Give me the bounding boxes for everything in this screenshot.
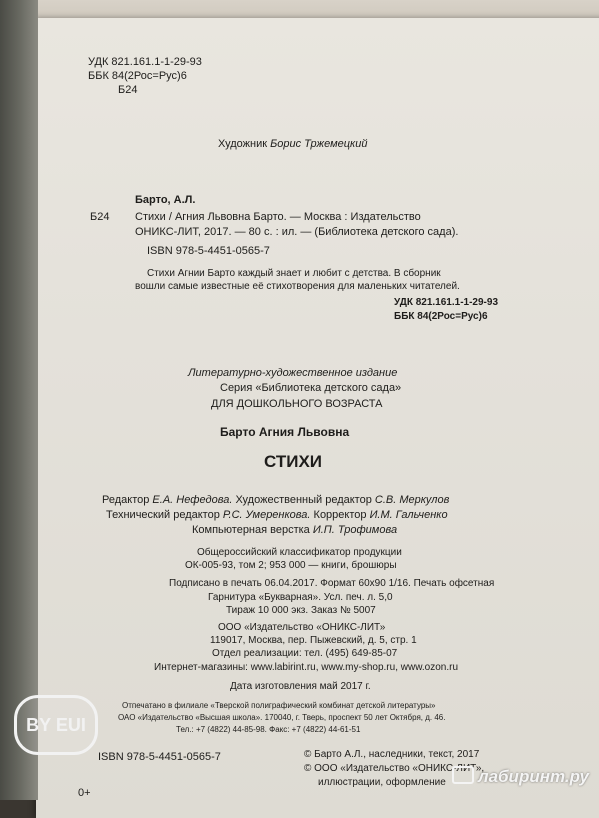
book-icon [452, 766, 474, 784]
print-run: Тираж 10 000 экз. Заказ № 5007 [226, 605, 376, 616]
card-bbk: ББК 84(2Рос=Рус)6 [394, 311, 488, 322]
watermark-badge [14, 695, 98, 755]
print-printed1: Отпечатано в филиале «Тверской полиграфический комбинат детской литературы» [122, 701, 436, 710]
print-made: Дата изготовления май 2017 г. [230, 681, 371, 692]
corrector-label: Корректор [313, 509, 367, 521]
credits-line2 [106, 509, 448, 522]
print-classifier1: Общероссийский классификатор продукции [197, 547, 402, 558]
print-font: Гарнитура «Букварная». Усл. печ. л. 5,0 [208, 592, 393, 603]
card-line2: ОНИКС-ЛИТ, 2017. — 80 с. : ил. — (Библиотека детского сада). [135, 226, 459, 238]
credits-line3 [192, 524, 397, 537]
layout-label: Компьютерная верстка [192, 524, 310, 536]
copyright-2: © ООО «Издательство «ОНИКС-ЛИТ», [304, 763, 485, 774]
card-udk: УДК 821.161.1-1-29-93 [394, 297, 499, 308]
corrector-name: И.М. Гальченко [369, 509, 448, 521]
print-shops: Интернет-магазины: www.labirint.ru, www.my-shop.ru, www.ozon.ru [154, 662, 458, 673]
top-code: Б24 [118, 84, 138, 96]
editor-label: Редактор [102, 494, 150, 506]
card-code: Б24 [90, 211, 110, 223]
layout-name: И.П. Трофимова [312, 524, 398, 536]
bottom-isbn: ISBN 978-5-4451-0565-7 [98, 751, 221, 763]
card-author: Барто, А.Л. [135, 194, 196, 206]
card-desc1: Стихи Агнии Барто каждый знает и любит с детства. В сборник [147, 268, 441, 279]
card-line1: Стихи / Агния Львовна Барто. — Москва : Издательство [135, 211, 421, 223]
credits-line1 [102, 494, 449, 507]
edition-age: ДЛЯ ДОШКОЛЬНОГО ВОЗРАСТА [211, 398, 383, 410]
print-publisher: ООО «Издательство «ОНИКС-ЛИТ» [218, 622, 386, 633]
edition-author: Барто Агния Львовна [220, 425, 350, 439]
print-classifier2: ОК-005-93, том 2; 953 000 — книги, брошюры [185, 560, 397, 571]
print-address: 119017, Москва, пер. Пыжевский, д. 5, стр. 1 [210, 635, 417, 646]
artist-label: Художник [218, 138, 268, 150]
print-printed2: ОАО «Издательство «Высшая школа». 170040, г. Тверь, проспект 50 лет Октября, д. 46. [118, 713, 446, 722]
card-desc2: вошли самые известные её стихотворения для маленьких читателей. [135, 281, 460, 292]
tech-editor-name: Р.С. Умеренкова. [222, 509, 311, 521]
editor-name: Е.А. Нефедова. [152, 494, 233, 506]
age-mark: 0+ [78, 787, 91, 799]
artist-name: Борис Тржемецкий [270, 138, 368, 150]
watermark-badge-text: BY EUI [26, 714, 86, 735]
print-signed: Подписано в печать 06.04.2017. Формат 60x90 1/16. Печать офсетная [169, 578, 495, 589]
edition-series: Серия «Библиотека детского сада» [220, 382, 402, 394]
top-udk: УДК 821.161.1-1-29-93 [88, 56, 202, 68]
edition-title: СТИХИ [264, 452, 323, 471]
card-isbn: ISBN 978-5-4451-0565-7 [147, 245, 270, 257]
watermark-site [452, 766, 589, 787]
watermark-site-text: лабиринт.ру [478, 767, 589, 786]
print-sales: Отдел реализации: тел. (495) 649-85-07 [212, 648, 398, 659]
top-bbk: ББК 84(2Рос=Рус)6 [88, 70, 187, 82]
artist-line [218, 138, 367, 151]
art-editor-label: Художественный редактор [235, 494, 372, 506]
book-spine [0, 0, 38, 800]
art-editor-name: С.В. Меркулов [374, 494, 450, 506]
edition-type: Литературно-художественное издание [188, 367, 398, 379]
copyright-3: иллюстрации, оформление [318, 777, 446, 788]
print-printed3: Тел.: +7 (4822) 44-85-98. Факс: +7 (4822) 44-61-51 [176, 725, 361, 734]
copyright-1: © Барто А.Л., наследники, текст, 2017 [304, 749, 480, 760]
tech-editor-label: Технический редактор [106, 509, 220, 521]
